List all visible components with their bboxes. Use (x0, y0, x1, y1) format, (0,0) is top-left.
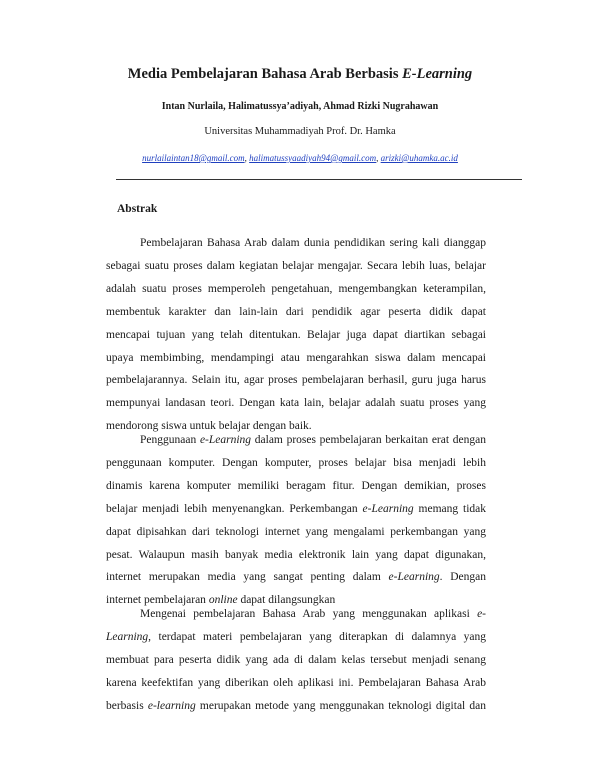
paragraph-line: Pembelajaran Bahasa Arab dalam dunia pendidikan sering kali dianggap (140, 237, 486, 249)
paragraph-line: membentuk karakter dan lain-lain dari pendidik agar peserta didik dapat (106, 305, 486, 318)
paragraph-line (106, 429, 486, 452)
email-link-1[interactable]: nurlailaintan18@gmail.com (142, 153, 245, 163)
affiliation: Universitas Muhammadiyah Prof. Dr. Hamka (204, 126, 396, 137)
abstract-paragraph-2 (106, 429, 486, 612)
abstract-paragraph-1 (106, 232, 486, 438)
line-text: internet pembelajaran (106, 594, 209, 607)
email-link-3[interactable]: arizki@uhamka.ac.id (380, 153, 458, 163)
paragraph-line: sebagai suatu proses dalam kegiatan belajar mengajar. Secara lebih luas, belajar (106, 259, 486, 272)
paragraph-line (106, 695, 486, 718)
line-text: . Dengan (439, 571, 486, 584)
email-separator: , (244, 153, 250, 163)
paragraph-line (106, 603, 486, 626)
line-italic: e-learning (147, 699, 196, 712)
abstract-heading: Abstrak (117, 203, 158, 215)
email-list (0, 153, 600, 163)
line-italic: Learning (106, 630, 149, 643)
line-text: merupakan metode yang menggunakan teknologi digital dan (195, 699, 487, 712)
line-text: dalam proses pembelajaran berkaitan erat dengan (251, 434, 486, 446)
paragraph-line: pembelajarannya. Selain itu, agar proses pembelajaran berhasil, guru juga harus (106, 374, 486, 387)
paper-title (0, 66, 600, 83)
paragraph-line: karena keefektifan yang diberikan oleh aplikasi ini. Pembelajaran Bahasa Arab (106, 676, 486, 689)
line-text: dapat dilangsungkan (237, 594, 336, 607)
paragraph-line: upaya membimbing, mendampingi atau mengarahkan siswa dalam mencapai (106, 351, 486, 364)
line-text: belajar menjadi lebih menyenangkan. Perkembangan (106, 502, 363, 515)
line-italic: online (208, 594, 238, 607)
line-text: internet merupakan media yang sangat penting dalam (106, 571, 389, 584)
paragraph-line: membuat para peserta didik yang ada di dalam kelas tersebut menjadi senang (106, 653, 486, 666)
line-text: memang tidak (413, 502, 486, 515)
paragraph-line: mempunyai landasan teori. Dengan kata lain, belajar adalah suatu proses yang (106, 397, 486, 410)
email-link-2[interactable]: halimatussyaadiyah94@gmail.com (249, 153, 377, 163)
line-text: Penggunaan (140, 434, 200, 446)
paragraph-line (106, 498, 486, 521)
paragraph-line: mendorong siswa untuk belajar dengan baik. (106, 420, 312, 433)
title-italic: E-Learning (402, 66, 473, 82)
line-italic: e-Learning (388, 571, 440, 584)
email-separator: , (376, 153, 381, 163)
title-text: Media Pembelajaran Bahasa Arab Berbasis (127, 66, 403, 82)
line-text: , terdapat materi pembelajaran yang diterapkan di dalamnya yang (148, 630, 486, 643)
paragraph-line: penggunaan komputer. Dengan komputer, proses belajar bisa menjadi lebih (106, 456, 486, 469)
paragraph-line: dapat dipisahkan dari teknologi internet yang mengalami perkembangan yang (106, 525, 486, 538)
paragraph-line (106, 626, 486, 649)
author-list: Intan Nurlaila, Halimatussya’adiyah, Ahmad Rizki Nugrahawan (161, 101, 439, 112)
line-text: Mengenai pembelajaran Bahasa Arab yang menggunakan aplikasi (140, 608, 478, 620)
header-divider (116, 179, 522, 180)
line-italic: e-Learning (199, 434, 252, 446)
line-italic: e-Learning (362, 502, 414, 515)
line-italic: e- (477, 608, 486, 620)
line-text: berbasis (106, 699, 148, 712)
abstract-paragraph-3 (106, 603, 486, 718)
paragraph-line: dinamis karena komputer memiliki beragam fitur. Dengan demikian, proses (106, 479, 486, 492)
paragraph-line: adalah suatu proses memperoleh pengetahuan, mengembangkan keterampilan, (106, 282, 486, 295)
paragraph-line (106, 566, 486, 589)
paragraph-line: mencapai tujuan yang telah ditentukan. Belajar juga dapat diartikan sebagai (106, 328, 486, 341)
paragraph-line: pesat. Walaupun masih banyak media elektronik lain yang dapat digunakan, (106, 548, 486, 561)
